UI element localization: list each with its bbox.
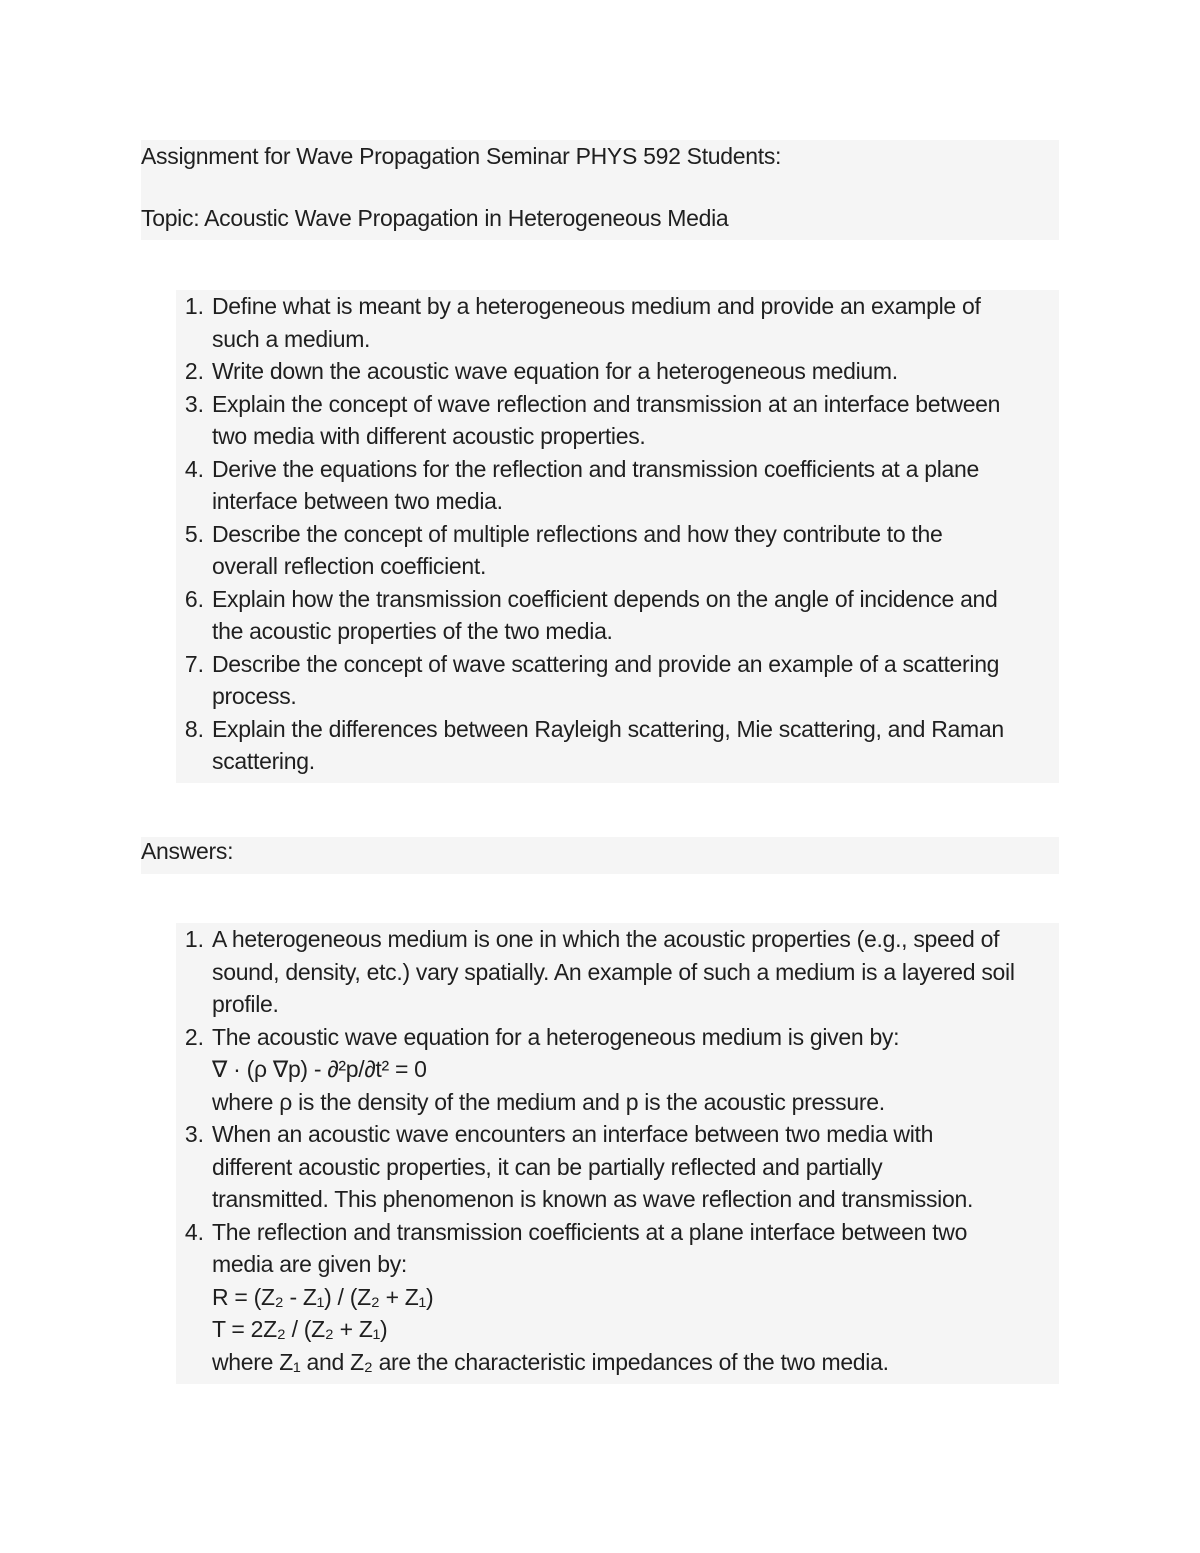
question-item-text [212,518,1062,583]
question-item-text [212,290,1062,355]
question-item-line: Explain the concept of wave reflection and transmission at an interface between [212,390,1001,417]
answer-item-line: profile. [212,991,279,1017]
answer-item-line: The reflection and transmission coefficients at a plane interface between two [212,1218,968,1245]
question-item-number: 5. [184,520,204,547]
question-item-line: Explain how the transmission coefficient depends on the angle of incidence and [212,585,998,612]
question-item-line: Describe the concept of wave scattering and provide an example of a scattering [212,650,1000,677]
question-item-line: Define what is meant by a heterogeneous medium and provide an example of [212,293,981,319]
answer-item-line: T = 2Z₂ / (Z₂ + Z₁) [212,1316,388,1342]
assignment-topic: Topic: Acoustic Wave Propagation in Heterogeneous Media [141,205,729,231]
answer-item-line: different acoustic properties, it can be partially reflected and partially [212,1153,883,1180]
answer-item-text [212,1021,1062,1119]
answer-item-line: A heterogeneous medium is one in which the acoustic properties (e.g., speed of [212,926,1000,952]
answer-item-line: R = (Z₂ - Z₁) / (Z₂ + Z₁) [212,1283,434,1310]
answer-item-line: media are given by: [212,1251,408,1277]
question-item-number: 7. [184,650,204,677]
answer-item-number: 4. [184,1218,204,1245]
question-item-line: Explain the differences between Rayleigh scattering, Mie scattering, and Raman [212,715,1004,742]
answer-item-line: where ρ is the density of the medium and p is the acoustic pressure. [212,1088,885,1115]
question-item-line: Write down the acoustic wave equation for a heterogeneous medium. [212,358,898,384]
question-item-line: overall reflection coefficient. [212,553,487,579]
answers-heading-highlight [141,837,1059,874]
question-item-line: such a medium. [212,325,371,352]
question-item-text [212,583,1062,648]
question-item-number: 1. [184,293,204,319]
question-item-line: interface between two media. [212,488,503,514]
answer-item-line: transmitted. This phenomenon is known as wave reflection and transmission. [212,1186,974,1212]
answer-item-line: where Z₁ and Z₂ are the characteristic impedances of the two media. [212,1348,889,1375]
answer-item-text [212,923,1062,1021]
question-item-line: the acoustic properties of the two media. [212,618,613,644]
question-item-text [212,648,1062,713]
answer-item-number: 2. [184,1023,204,1050]
question-item-number: 8. [184,715,204,742]
answer-item-number: 1. [184,926,204,952]
answer-item-text [212,1118,1062,1216]
question-item-line: Derive the equations for the reflection and transmission coefficients at a plane [212,455,979,482]
question-item-number: 2. [184,358,204,384]
question-item-text [212,388,1062,453]
answer-item-line: The acoustic wave equation for a heterogeneous medium is given by: [212,1023,900,1050]
answers-heading: Answers: [141,838,234,864]
question-item-text [212,355,1062,388]
answer-item-number: 3. [184,1121,204,1147]
answer-item-line: ∇ · (ρ ∇p) - ∂²p/∂t² = 0 [212,1056,427,1082]
question-item-line: two media with different acoustic properties. [212,423,646,449]
answer-item-text [212,1216,1062,1379]
question-item-text [212,453,1062,518]
question-item-line: Describe the concept of multiple reflections and how they contribute to the [212,520,943,547]
question-item-line: scattering. [212,748,315,774]
question-item-number: 4. [184,455,204,482]
answer-item-line: When an acoustic wave encounters an interface between two media with [212,1121,934,1147]
question-item-number: 6. [184,585,204,612]
assignment-title: Assignment for Wave Propagation Seminar PHYS 592 Students: [141,143,782,169]
question-item-number: 3. [184,390,204,417]
question-item-text [212,713,1062,778]
answer-item-line: sound, density, etc.) vary spatially. An example of such a medium is a layered soil [212,958,1015,985]
question-item-line: process. [212,683,297,709]
